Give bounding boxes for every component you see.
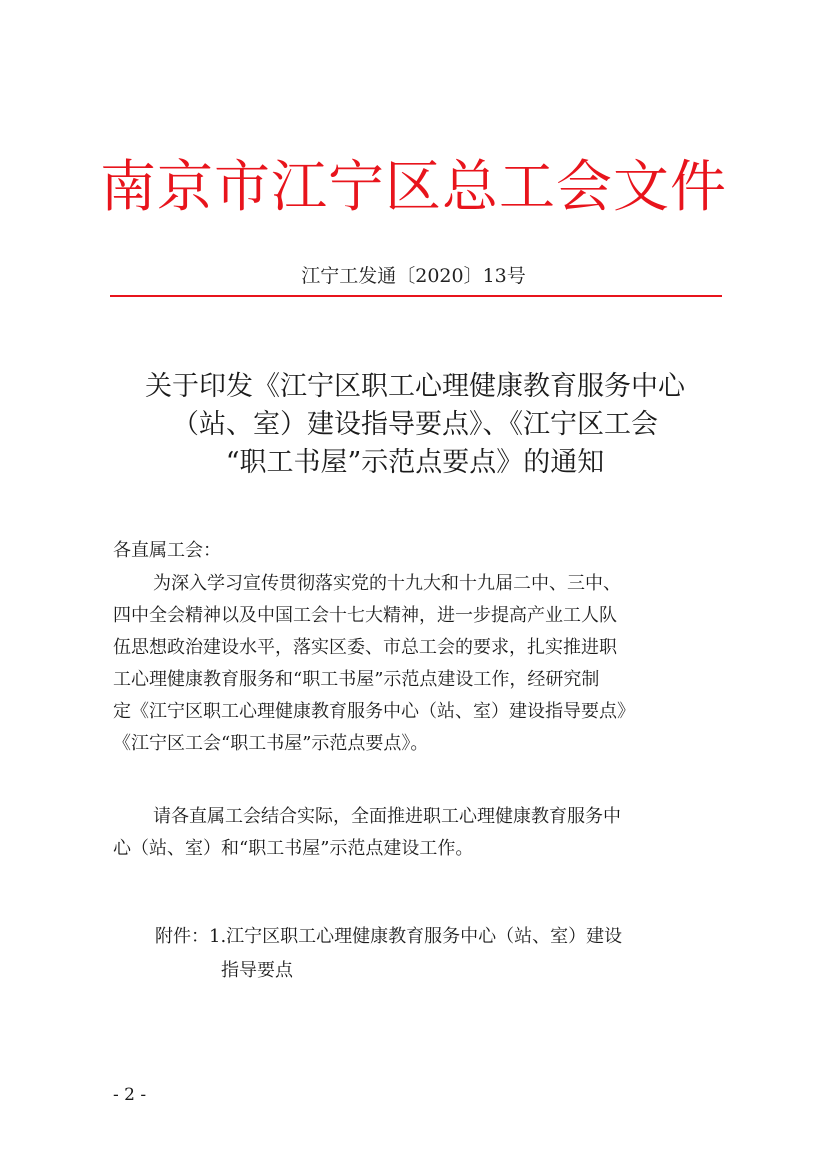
paragraph-line: 四中全会精神以及中国工会十七大精神，进一步提高产业工人队 — [113, 605, 617, 626]
paragraph-1 — [113, 568, 725, 760]
paragraph-line: 定《江宁区职工心理健康教育服务中心（站、室）建设指导要点》 — [113, 701, 635, 722]
salutation: 各直属工会： — [113, 540, 221, 561]
paragraph-line: 请各直属工会结合实际，全面推进职工心理健康教育服务中 — [153, 806, 621, 827]
title-line-2: （站、室）建设指导要点》、《江宁区工会 — [172, 409, 658, 440]
title-line-1: 关于印发《江宁区职工心理健康教育服务中心 — [145, 371, 685, 402]
header-divider — [110, 295, 722, 297]
paragraph-line: 为深入学习宣传贯彻落实党的十九大和十九届二中、三中、 — [153, 573, 621, 594]
attachment-line-1: 附件：1.江宁区职工心理健康教育服务中心（站、室）建设 — [155, 926, 623, 947]
title-line-3: “职工书屋”示范点要点》的通知 — [225, 447, 605, 478]
attachment-list — [155, 920, 735, 988]
paragraph-line: 伍思想政治建设水平，落实区委、市总工会的要求，扎实推进职 — [113, 637, 617, 658]
paragraph-line: 《江宁区工会“职工书屋”示范点要点》。 — [113, 733, 429, 754]
document-number: 江宁工发通〔2020〕13号 — [301, 265, 526, 287]
document-title — [90, 368, 740, 482]
attachment-line-2: 指导要点 — [221, 960, 293, 981]
issuer-header: 南京市江宁区总工会文件 — [100, 155, 727, 220]
page-number: - 2 - — [113, 1085, 147, 1105]
paragraph-line: 工心理健康教育服务和“职工书屋”示范点建设工作，经研究制 — [113, 669, 600, 690]
paragraph-line: 心（站、室）和“职工书屋”示范点建设工作。 — [113, 838, 474, 859]
paragraph-2 — [113, 801, 725, 865]
